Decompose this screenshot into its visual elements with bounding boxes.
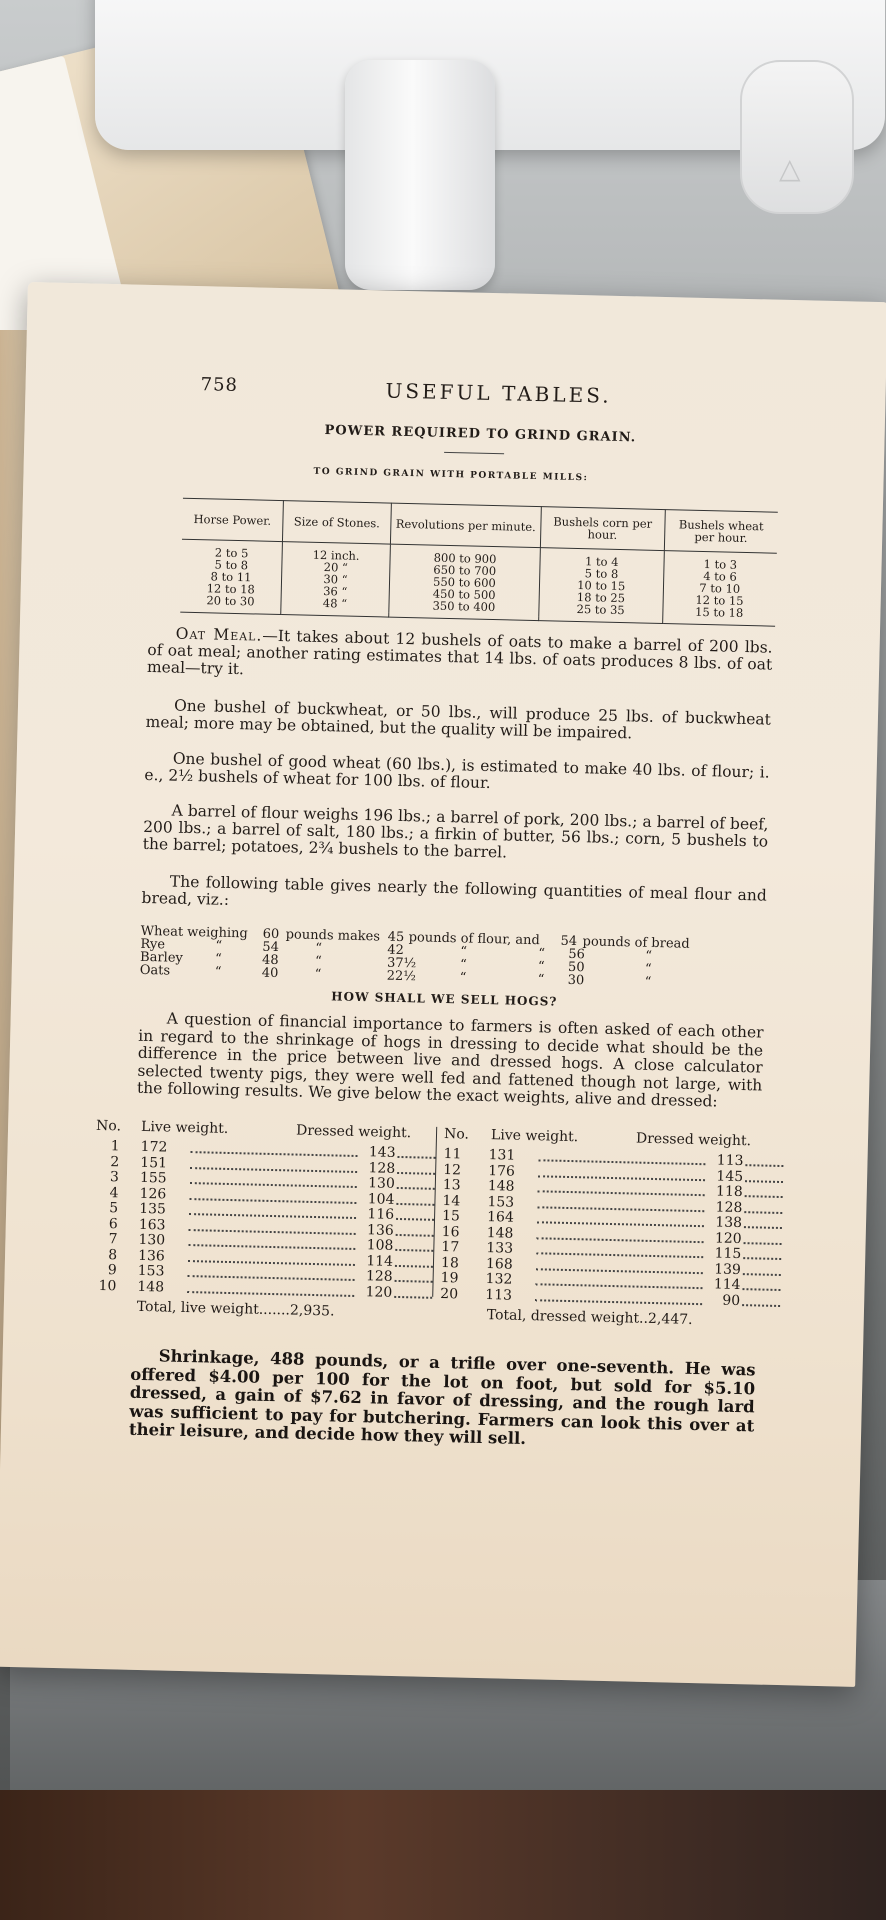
header-live-right: Live weight. (490, 1127, 579, 1146)
leader-dots (537, 1206, 704, 1212)
dressed-weight: 118 (715, 1183, 743, 1201)
floor (0, 1790, 886, 1920)
row-number: 8 (107, 1246, 118, 1263)
live-weight: 151 (140, 1154, 168, 1172)
live-weight: 148 (487, 1178, 515, 1195)
quantity-cell: Rye (140, 936, 166, 953)
quantity-cell: 37½ (386, 955, 417, 972)
quantity-cell: “ (645, 948, 653, 964)
header-no-right: No. (443, 1126, 470, 1143)
dressed-weight: 130 (367, 1175, 396, 1192)
live-weight: 126 (139, 1185, 167, 1203)
live-weight: 130 (138, 1231, 166, 1249)
row-number: 7 (108, 1231, 118, 1248)
dressed-weight: 108 (366, 1237, 394, 1254)
paragraph-wheat: One bushel of good wheat (60 lbs.), is estimated to make 40 lbs. of flour; i. e., 2½ bushels of wheat for 100 lbs. of flour. (144, 749, 770, 793)
leader-dots (536, 1268, 703, 1274)
quantity-cell: 54 (560, 933, 578, 950)
row-number: 20 (440, 1285, 459, 1302)
table-cell: 450 to 500 (432, 586, 496, 603)
leader-dots (397, 1171, 435, 1174)
quantity-cell: Barley (139, 949, 184, 966)
live-weight: 163 (138, 1216, 166, 1234)
leader-dots (538, 1175, 705, 1181)
paragraph-oat-meal (147, 625, 773, 691)
leader-dots (396, 1202, 434, 1205)
leader-dots (537, 1221, 704, 1227)
quantity-cell: “ (460, 944, 468, 960)
leader-dots (742, 1304, 780, 1307)
quantity-cell: Oats (139, 962, 171, 979)
leader-dots (396, 1233, 434, 1236)
leader-dots (190, 1167, 357, 1173)
leader-dots (742, 1288, 780, 1291)
leader-dots (189, 1229, 356, 1235)
paragraph-following-table: The following table gives nearly the following quantities of meal flour and bread, viz.: (141, 872, 767, 909)
table-cell: 36 “ (323, 584, 348, 599)
quantities-table (140, 925, 781, 992)
live-weight: 148 (486, 1224, 514, 1242)
leader-dots (395, 1264, 433, 1267)
paragraph-buckwheat: One bushel of buckwheat, or 50 lbs., will produce 25 lbs. of buckwheat meal; more may be obtained, but the quality will be impaired. (145, 696, 772, 743)
quantity-cell: “ (644, 974, 652, 990)
dressed-weight: 128 (368, 1159, 396, 1177)
paragraph-barrels: A barrel of flour weighs 196 lbs.; a barrel of pork, 200 lbs.; a barrel of beef, 200 lbs.; a barrel of salt, 180 lbs.; a firkin of butter, 56 lbs.; corn, 5 bushels to the barrel; potatoes, 2¾ bushels to the barrel. (142, 801, 769, 862)
dressed-weight: 104 (367, 1190, 395, 1208)
col-bushels-corn (539, 548, 664, 619)
table-cell: 48 “ (322, 596, 348, 611)
dressed-weight: 115 (714, 1245, 742, 1263)
leader-dots (536, 1283, 703, 1289)
row-number: 1 (110, 1138, 120, 1155)
header-bushels-corn: Bushels corn per hour. (540, 507, 665, 551)
quantity-cell: 30 (567, 972, 585, 989)
table-cell: 15 to 18 (694, 604, 744, 620)
live-weight: 155 (139, 1169, 167, 1187)
row-number: 17 (441, 1239, 460, 1256)
col-revolutions (389, 544, 540, 616)
quantity-cell: pounds of bread (582, 934, 690, 952)
dressed-weight: 114 (366, 1252, 394, 1270)
scanner-button (740, 60, 854, 214)
row-number: 2 (110, 1153, 120, 1170)
live-weight: 148 (137, 1278, 165, 1295)
quantity-cell: 40 (261, 965, 279, 982)
book-page (0, 282, 886, 1687)
table-cell: 20 to 30 (206, 593, 255, 609)
dressed-weight: 145 (716, 1167, 744, 1185)
dressed-weight: 128 (365, 1268, 393, 1285)
col-bushels-wheat (662, 551, 776, 622)
leader-dots (188, 1260, 355, 1266)
quantity-cell: “ (214, 964, 222, 980)
leader-dots (743, 1257, 781, 1260)
row-number: 4 (109, 1184, 119, 1201)
live-weight: 132 (485, 1271, 513, 1288)
col-horse-power (180, 539, 282, 610)
dressed-weight: 139 (714, 1260, 742, 1278)
dressed-weight: 113 (716, 1152, 744, 1170)
leader-dots (191, 1151, 358, 1157)
header-dressed-right: Dressed weight. (635, 1130, 752, 1150)
row-number: 11 (443, 1146, 462, 1163)
page-number: 758 (200, 374, 239, 396)
col-size-of-stones (281, 542, 391, 613)
live-weight: 168 (485, 1255, 513, 1273)
quantity-cell: pounds of flour, and (408, 930, 540, 949)
dressed-weight: 114 (713, 1276, 741, 1294)
leader-dots (394, 1295, 432, 1298)
leader-dots (744, 1226, 782, 1229)
live-weight: 136 (137, 1247, 166, 1264)
leader-dots (395, 1249, 433, 1252)
row-number: 3 (109, 1169, 120, 1186)
row-number: 16 (441, 1223, 460, 1240)
live-weight: 172 (140, 1138, 168, 1156)
row-number: 9 (107, 1262, 117, 1279)
oat-meal-label: Oat Meal. (175, 624, 263, 645)
table-cell: 800 to 900 (433, 550, 497, 567)
dressed-weight: 128 (715, 1198, 743, 1216)
table-cell: 8 to 11 (210, 569, 252, 585)
header-horse-power: Horse Power. (182, 498, 283, 541)
triangle-icon: △ (779, 152, 801, 185)
leader-dots (745, 1195, 783, 1198)
subheading: TO GRIND GRAIN WITH PORTABLE MILLS: (313, 466, 589, 484)
hogs-heading: HOW SHALL WE SELL HOGS? (331, 989, 558, 1009)
grain-table (180, 498, 778, 627)
table-cell: 12 inch. (312, 547, 360, 563)
table-cell: 650 to 700 (433, 562, 497, 579)
live-weight: 131 (488, 1147, 516, 1164)
leader-dots (538, 1159, 705, 1165)
scanner-handle (345, 60, 801, 290)
quantity-cell: 48 (261, 952, 279, 969)
quantity-cell: 50 (567, 959, 585, 976)
running-title: USEFUL TABLES. (385, 378, 612, 408)
leader-dots (744, 1242, 782, 1245)
row-number: 15 (441, 1208, 461, 1225)
leader-dots (743, 1273, 781, 1276)
quantity-cell: “ (314, 953, 322, 970)
leader-dots (189, 1213, 356, 1219)
leader-dots (397, 1187, 435, 1190)
leader-dots (395, 1280, 433, 1283)
leader-dots (189, 1198, 356, 1204)
quantity-cell: 56 (568, 946, 586, 963)
live-weight: 176 (488, 1162, 516, 1180)
quantity-cell: “ (538, 946, 546, 962)
leader-dots (535, 1299, 702, 1305)
leader-dots (188, 1244, 355, 1250)
total-live-weight: Total, live weight.......2,935. (136, 1298, 335, 1320)
leader-dots (187, 1291, 354, 1297)
live-weight: 153 (137, 1262, 165, 1280)
header-revolutions: Revolutions per minute. (390, 503, 541, 548)
table-cell: 5 to 8 (214, 557, 249, 573)
total-dressed-weight: Total, dressed weight..2,447. (486, 1307, 693, 1328)
quantity-cell: “ (537, 972, 545, 988)
header-no-left: No. (95, 1117, 122, 1135)
header-size-of-stones: Size of Stones. (282, 501, 391, 545)
dressed-weight: 116 (367, 1206, 395, 1223)
header-live-left: Live weight. (140, 1118, 229, 1137)
dressed-weight: 143 (368, 1144, 396, 1161)
table-cell: 12 to 18 (206, 581, 255, 597)
quantity-cell: 54 (262, 939, 280, 956)
dressed-weight: 120 (714, 1229, 742, 1247)
quantity-cell: “ (459, 970, 467, 986)
leader-dots (744, 1211, 782, 1214)
row-number: 18 (440, 1254, 460, 1271)
leader-dots (397, 1156, 435, 1159)
quantity-cell: Wheat weighing (140, 923, 248, 942)
hogs-left-column (92, 1139, 436, 1302)
leader-dots (537, 1237, 704, 1243)
table-cell: 20 “ (323, 560, 349, 575)
row-number: 19 (440, 1270, 459, 1287)
quantity-cell: 60 (262, 926, 280, 943)
table-cell: 550 to 600 (432, 574, 497, 591)
paragraph-hogs-intro: A question of financial importance to farmers is often asked of each other in regard to the shrinkage of hogs in dressing to decide what should be the difference in the price between live and dressed hogs. A close calculator selected twenty pigs, they were well fed and fattened though not large, with the following results. We give below the exact weights, alive and dressed: (136, 1009, 764, 1111)
table-cell: 1 to 3 (703, 556, 738, 572)
quantity-cell: pounds makes (285, 927, 381, 945)
leader-dots (190, 1182, 357, 1188)
leader-dots (188, 1275, 355, 1281)
table-cell: 7 to 10 (699, 580, 741, 596)
row-number: 5 (109, 1200, 119, 1217)
table-cell: 25 to 35 (576, 602, 625, 618)
paragraph-shrinkage: Shrinkage, 488 pounds, or a trifle over one-seventh. He was offered $4.00 per 100 for the lot on foot, but sold for $5.10 dressed, a gain of $7.62 in favor of dressing, and the rough lard was sufficient to pay for butchering. Farmers can look this over at their leisure, and decide how they will sell. (128, 1346, 756, 1449)
table-cell: 18 to 25 (576, 590, 626, 606)
table-cell: 10 to 15 (577, 578, 626, 594)
table-cell: 4 to 6 (703, 568, 737, 584)
row-number: 6 (108, 1215, 119, 1232)
leader-dots (396, 1218, 434, 1221)
quantity-cell: “ (215, 938, 223, 954)
row-number: 12 (443, 1161, 462, 1178)
oat-meal-text: —It takes about 12 bushels of oats to make a barrel of 200 lbs. of oat meal; another rating estimates that 14 lbs. of oats produces 8 lbs. of oat meal—try it. (146, 626, 773, 679)
row-number: 14 (442, 1192, 461, 1209)
row-number: 13 (442, 1177, 461, 1194)
live-weight: 153 (487, 1193, 515, 1211)
quantity-cell: “ (214, 951, 222, 967)
leader-dots (536, 1252, 703, 1258)
quantity-cell: “ (315, 940, 323, 957)
header-dressed-left: Dressed weight. (295, 1122, 412, 1142)
table-cell: 2 to 5 (214, 545, 249, 561)
header-bushels-wheat: Bushels wheat per hour. (664, 510, 778, 554)
table-cell: 12 to 15 (695, 592, 744, 608)
running-head (25, 370, 885, 420)
dressed-weight: 136 (366, 1221, 394, 1239)
live-weight: 113 (485, 1286, 513, 1304)
heading-rule (444, 452, 504, 454)
leader-dots (745, 1164, 783, 1167)
live-weight: 133 (486, 1240, 514, 1257)
table-cell: 30 “ (323, 572, 348, 587)
leader-dots (538, 1190, 705, 1196)
live-weight: 135 (139, 1200, 167, 1218)
table-cell: 5 to 8 (584, 566, 619, 581)
quantity-cell: “ (459, 957, 467, 973)
quantity-cell: 45 (387, 929, 405, 946)
live-weight: 164 (486, 1209, 515, 1226)
table-cell: 1 to 4 (584, 554, 619, 569)
leader-dots (745, 1180, 783, 1183)
hogs-table (95, 1117, 776, 1328)
quantity-cell: 42 (387, 942, 405, 959)
row-number: 10 (98, 1277, 117, 1294)
dressed-weight: 138 (715, 1214, 743, 1232)
dressed-weight: 120 (365, 1283, 393, 1301)
quantity-cell: “ (644, 961, 652, 977)
table-cell: 350 to 400 (432, 598, 496, 615)
dressed-weight: 90 (722, 1292, 741, 1309)
quantity-cell: 22½ (386, 968, 417, 985)
section-heading: POWER REQUIRED TO GRIND GRAIN. (324, 423, 637, 446)
hogs-right-column (440, 1147, 784, 1310)
quantity-cell: “ (314, 966, 322, 983)
quantity-cell: “ (537, 959, 545, 975)
